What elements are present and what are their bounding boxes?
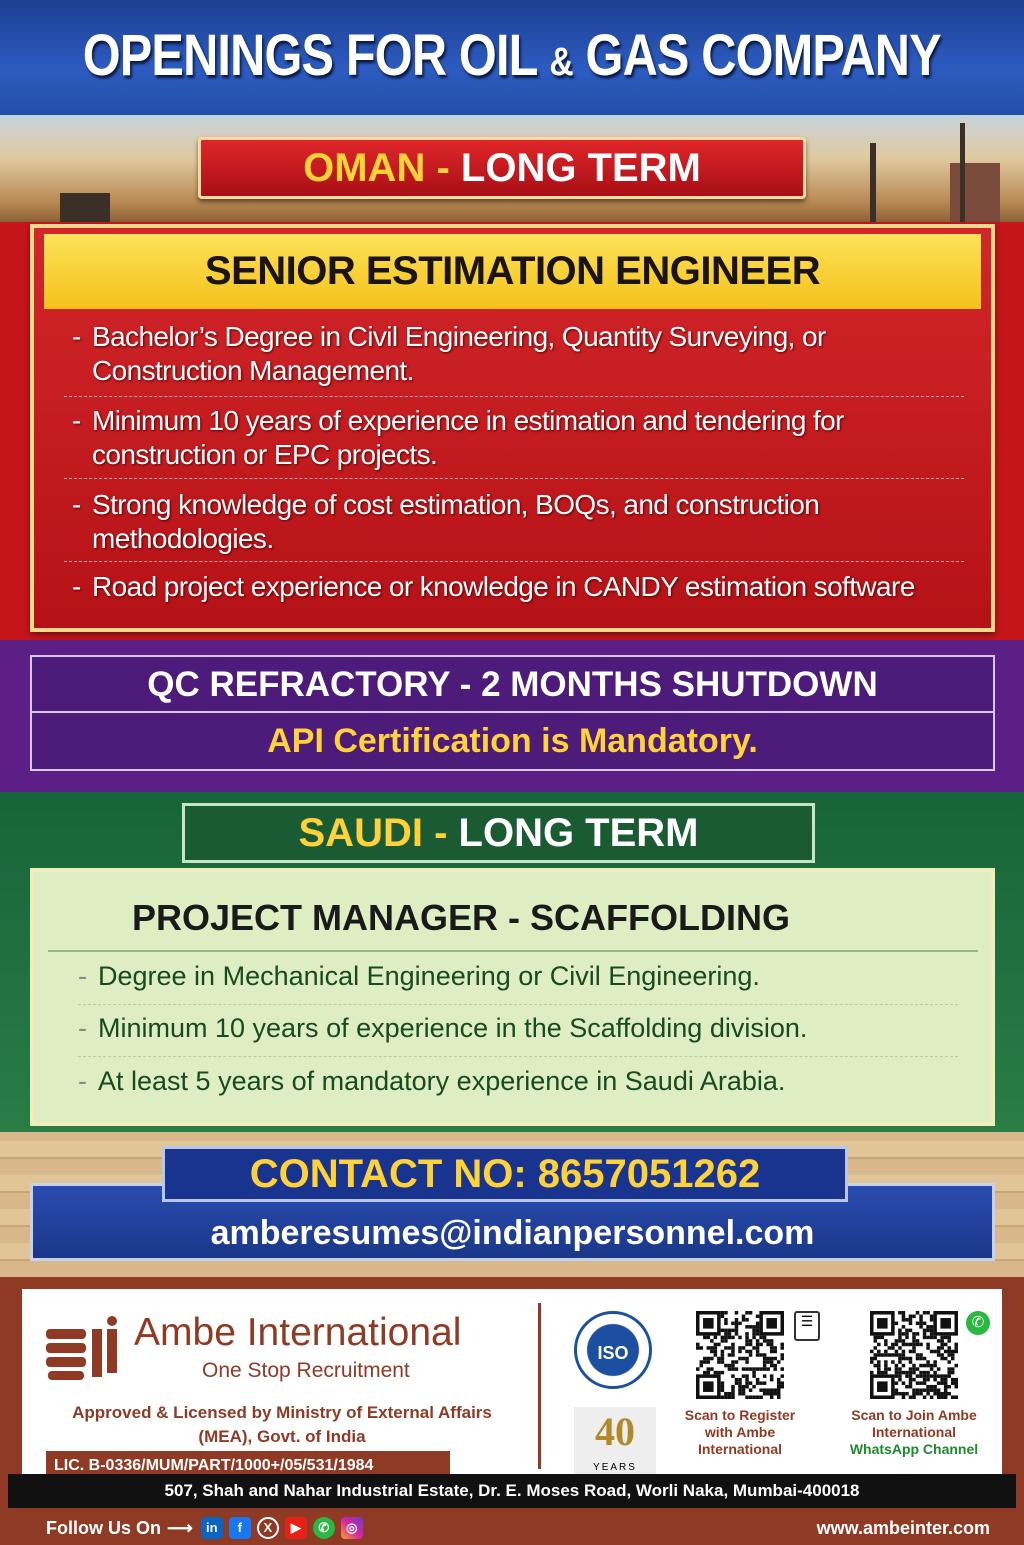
page-title <box>0 22 1024 96</box>
requirement-item: - Minimum 10 years of experience in the Scaffolding division. <box>78 1010 958 1046</box>
whatsapp-qr-code[interactable] <box>868 1311 960 1399</box>
arrow-right-icon: ⟶ <box>167 1518 193 1538</box>
follow-text: Follow Us On <box>46 1518 161 1538</box>
divider <box>64 396 964 397</box>
whatsapp-icon: ✆ <box>966 1311 990 1335</box>
linkedin-icon[interactable]: in <box>201 1517 223 1539</box>
job-title: PROJECT MANAGER - SCAFFOLDING <box>48 878 978 952</box>
qc-note: API Certification is Mandatory. <box>267 722 758 760</box>
term-label: LONG TERM <box>460 146 701 190</box>
years-number: 40 <box>595 1409 635 1454</box>
qc-card <box>30 655 995 771</box>
address: 507, Shah and Nahar Industrial Estate, Dr. E. Moses Road, Worli Naka, Mumbai-400018 <box>8 1474 1016 1508</box>
register-qr-code[interactable] <box>694 1311 786 1399</box>
iso-badge: ISO <box>574 1311 652 1389</box>
country-label: OMAN - <box>303 146 450 190</box>
requirement-item: - Degree in Mechanical Engineering or Civil Engineering. <box>78 958 958 994</box>
website-link[interactable]: www.ambeinter.com <box>816 1518 990 1538</box>
facebook-icon[interactable]: f <box>229 1517 251 1539</box>
oman-long-term-banner <box>198 137 806 199</box>
title-amp: & <box>549 40 574 84</box>
title-part2: GAS COMPANY <box>585 23 942 88</box>
license-number: LIC. B-0336/MUM/PART/1000+/05/531/1984 <box>46 1451 450 1481</box>
instagram-icon[interactable]: ◎ <box>341 1517 363 1539</box>
divider <box>78 1056 958 1057</box>
whatsapp-icon[interactable]: ✆ <box>313 1517 335 1539</box>
ambe-logo-icon <box>46 1315 122 1381</box>
requirement-item: - Bachelor’s Degree in Civil Engineering, Quantity Surveying, or Construction Management. <box>72 320 962 388</box>
title-part1: OPENINGS FOR OIL <box>82 23 537 88</box>
form-icon: ☰ <box>794 1311 820 1341</box>
youtube-icon[interactable]: ▶ <box>285 1517 307 1539</box>
register-qr-caption: Scan to Register with Ambe International <box>684 1407 796 1457</box>
divider <box>64 561 964 562</box>
follow-row <box>46 1513 363 1543</box>
company-card <box>22 1289 1002 1474</box>
x-icon[interactable]: X <box>257 1517 279 1539</box>
divider <box>538 1303 541 1469</box>
qc-title: QC REFRACTORY - 2 MONTHS SHUTDOWN <box>32 657 993 713</box>
job-title: SENIOR ESTIMATION ENGINEER <box>44 234 981 309</box>
footer <box>0 1277 1024 1545</box>
requirement-item: - Minimum 10 years of experience in estimation and tendering for construction or EPC projects. <box>72 404 962 472</box>
brand-name: Ambe International <box>134 1311 462 1354</box>
term-label: LONG TERM <box>458 811 699 855</box>
follow-us-label <box>46 1513 193 1543</box>
caption-text: Scan to Join Ambe International <box>851 1407 977 1440</box>
requirement-item: - Road project experience or knowledge in CANDY estimation software <box>72 570 962 604</box>
contact-email[interactable]: amberesumes@indianpersonnel.com <box>30 1183 995 1261</box>
divider <box>78 1004 958 1005</box>
social-links <box>201 1517 363 1539</box>
saudi-long-term-banner <box>182 803 815 863</box>
tagline: One Stop Recruitment <box>202 1359 410 1382</box>
requirement-item: - At least 5 years of mandatory experience in Saudi Arabia. <box>78 1063 958 1099</box>
saudi-job-card <box>30 868 995 1126</box>
years-label: YEARS <box>593 1462 637 1473</box>
oman-job-card <box>30 224 995 632</box>
caption-channel: WhatsApp Channel <box>849 1441 979 1457</box>
contact-phone[interactable]: CONTACT NO: 8657051262 <box>162 1146 848 1202</box>
requirement-item: - Strong knowledge of cost estimation, BOQs, and construction methodologies. <box>72 488 962 556</box>
divider <box>64 478 964 479</box>
approval-text: Approved & Licensed by Ministry of External Affairs (MEA), Govt. of India <box>72 1403 492 1446</box>
country-label: SAUDI - <box>298 811 448 855</box>
whatsapp-qr-caption <box>844 1407 984 1458</box>
